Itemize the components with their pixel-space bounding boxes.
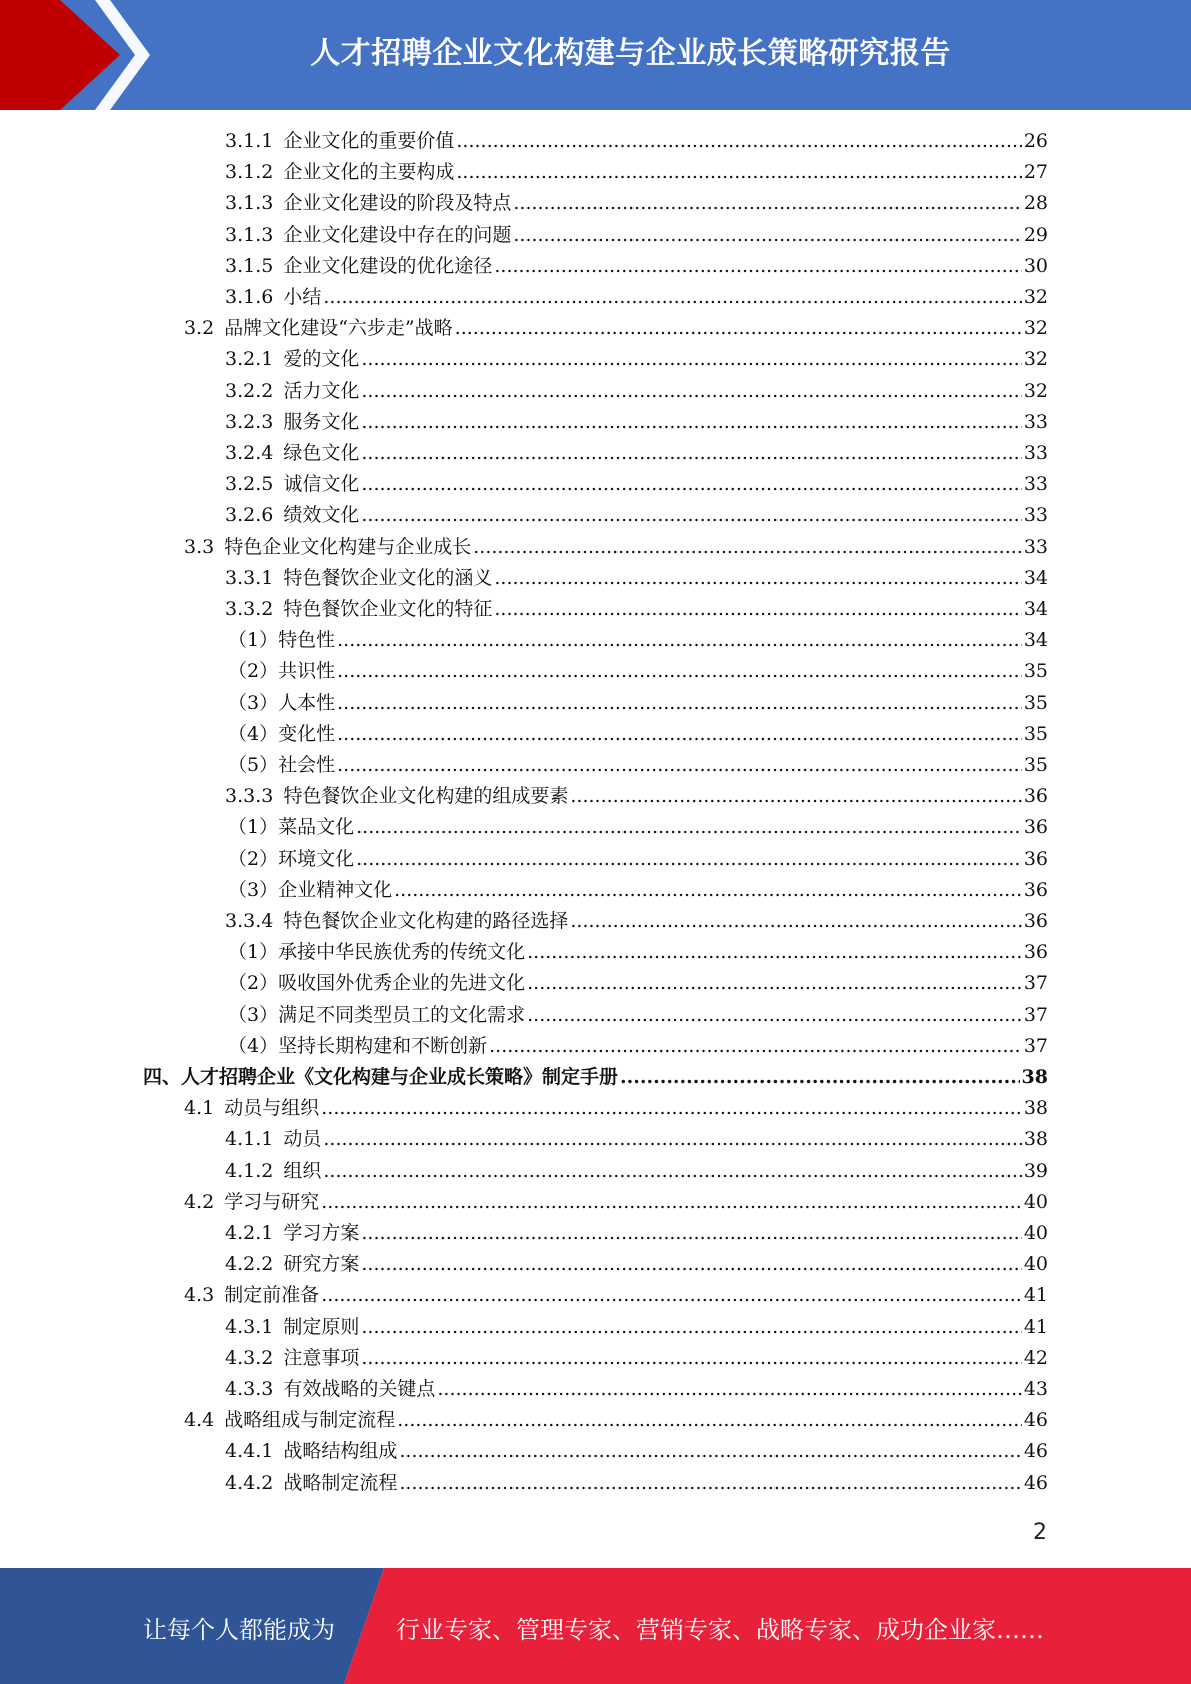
- toc-dot-leader: [321, 1280, 1022, 1311]
- toc-entry-number: （3）: [228, 878, 279, 901]
- toc-entry-number: 3.2: [184, 317, 215, 340]
- toc-entry-number: 4.3.1: [225, 1315, 274, 1338]
- toc-entry[interactable]: [225, 1468, 1048, 1499]
- toc-dot-leader: [437, 1374, 1021, 1405]
- toc-entry[interactable]: [225, 376, 1048, 407]
- toc-entry-page: 36: [1023, 941, 1048, 964]
- toc-entry-number: （2）: [228, 972, 279, 995]
- toc-entry-number: （3）: [228, 1003, 279, 1026]
- toc-dot-leader: [361, 376, 1021, 407]
- toc-entry[interactable]: [225, 500, 1048, 531]
- toc-entry-number: 3.2.4: [225, 442, 274, 464]
- toc-entry[interactable]: [225, 1374, 1048, 1405]
- toc-entry-title: 变化性: [278, 722, 336, 745]
- toc-entry-number: （2）: [228, 847, 279, 870]
- toc-entry-title: 动员与组织: [224, 1097, 320, 1120]
- toc-dot-leader: [394, 875, 1022, 906]
- toc-entry-number: 3.1.2: [225, 161, 274, 184]
- toc-entry-page: 36: [1023, 785, 1048, 808]
- toc-entry-title: 企业文化建设的阶段及特点: [283, 192, 512, 215]
- toc-entry-page: 32: [1023, 348, 1048, 371]
- toc-entry-page: 35: [1023, 660, 1048, 683]
- toc-entry[interactable]: [184, 1405, 1048, 1436]
- toc-entry-number: 3.2.5: [225, 473, 274, 496]
- toc-entry-page: 35: [1023, 754, 1048, 776]
- toc-entry[interactable]: [225, 1312, 1048, 1343]
- toc-dot-leader: [337, 750, 1022, 781]
- toc-dot-leader: [323, 282, 1021, 313]
- toc-dot-leader: [397, 1405, 1022, 1436]
- toc-entry[interactable]: [225, 1436, 1048, 1467]
- toc-entry-page: 33: [1023, 535, 1048, 558]
- toc-dot-leader: [361, 500, 1021, 531]
- toc-entry-page: 35: [1023, 691, 1048, 714]
- document-title: 人才招聘企业文化构建与企业成长策略研究报告: [310, 36, 951, 71]
- toc-entry-number: （4）: [228, 1034, 279, 1057]
- toc-dot-leader: [489, 1031, 1022, 1062]
- page-number: 2: [1033, 1520, 1047, 1545]
- toc-entry-number: 4.4.1: [225, 1440, 274, 1463]
- toc-entry[interactable]: [228, 937, 1048, 968]
- toc-dot-leader: [361, 407, 1021, 438]
- toc-entry-page: 42: [1023, 1346, 1048, 1369]
- toc-entry-number: 4.4: [184, 1409, 215, 1432]
- toc-entry-page: 28: [1023, 192, 1048, 215]
- toc-entry-title: 绩效文化: [283, 504, 360, 527]
- toc-entry-number: 4.2.2: [225, 1253, 274, 1276]
- toc-entry-number: 3.1.3: [225, 192, 274, 215]
- toc-entry-title: 动员: [283, 1128, 322, 1151]
- toc-entry-title: 人本性: [278, 691, 336, 714]
- toc-dot-leader: [455, 313, 1022, 344]
- toc-entry-page: 41: [1023, 1284, 1048, 1307]
- toc-entry-title: 制定原则: [283, 1315, 360, 1338]
- toc-entry[interactable]: [228, 656, 1048, 687]
- toc-entry-title: 菜品文化: [278, 816, 355, 839]
- toc-entry-title: 企业文化的主要构成: [283, 161, 455, 184]
- toc-entry[interactable]: [225, 1218, 1048, 1249]
- toc-entry-title: 研究方案: [283, 1253, 360, 1276]
- toc-dot-leader: [321, 1093, 1022, 1124]
- toc-entry-page: 36: [1023, 816, 1048, 839]
- toc-entry-title: 活力文化: [283, 379, 360, 402]
- toc-entry-number: 4.1: [184, 1097, 215, 1120]
- toc-entry-page: 37: [1023, 1003, 1048, 1026]
- toc-dot-leader: [361, 1343, 1021, 1374]
- toc-entry-title: 战略制定流程: [283, 1471, 398, 1494]
- toc-entry-page: 46: [1023, 1471, 1048, 1494]
- page-header: [0, 0, 1191, 110]
- toc-entry[interactable]: [225, 188, 1048, 219]
- page-footer: [0, 1568, 1191, 1684]
- toc-entry-title: 特色餐饮企业文化的特征: [283, 598, 493, 620]
- toc-entry[interactable]: [225, 407, 1048, 438]
- toc-dot-leader: [620, 1062, 1020, 1093]
- toc-entry[interactable]: [228, 812, 1048, 843]
- toc-entry-title: 坚持长期构建和不断创新: [278, 1034, 488, 1057]
- toc-entry-page: 34: [1023, 629, 1048, 652]
- toc-entry-page: 27: [1023, 161, 1048, 184]
- toc-entry-page: 39: [1023, 1159, 1048, 1182]
- toc-entry-title: 服务文化: [283, 410, 360, 433]
- toc-entry[interactable]: [143, 1062, 1048, 1093]
- toc-entry-number: 4.3: [184, 1284, 215, 1307]
- toc-entry-page: 36: [1023, 910, 1048, 932]
- toc-entry-number: 3.3.4: [225, 910, 274, 932]
- toc-entry[interactable]: [225, 1343, 1048, 1374]
- toc-entry-title: 特色餐饮企业文化的涵义: [283, 566, 493, 589]
- toc-entry-title: 小结: [283, 286, 322, 308]
- toc-entry[interactable]: [225, 282, 1048, 313]
- toc-dot-leader: [361, 1312, 1021, 1343]
- toc-entry-number: 3.1.6: [225, 286, 274, 308]
- toc-entry-title: 四、人才招聘企业《文化构建与企业成长策略》制定手册: [143, 1066, 619, 1088]
- toc-entry-number: 3.1.1: [225, 130, 274, 152]
- toc-dot-leader: [570, 781, 1021, 812]
- toc-entry[interactable]: [228, 750, 1048, 781]
- toc-entry-page: 46: [1023, 1440, 1048, 1463]
- toc-entry-number: （1）: [228, 941, 279, 964]
- toc-entry-page: 38: [1021, 1066, 1048, 1088]
- toc-dot-leader: [456, 126, 1021, 157]
- toc-dot-leader: [323, 1124, 1021, 1155]
- toc-dot-leader: [337, 719, 1022, 750]
- toc-dot-leader: [361, 1218, 1021, 1249]
- toc-entry-page: 40: [1023, 1190, 1048, 1213]
- toc-dot-leader: [570, 906, 1021, 937]
- toc-entry-number: （4）: [228, 722, 279, 745]
- toc-dot-leader: [494, 251, 1021, 282]
- toc-entry-page: 43: [1023, 1378, 1048, 1400]
- toc-entry-page: 32: [1023, 317, 1048, 340]
- toc-entry-page: 29: [1023, 223, 1048, 246]
- toc-entry-page: 36: [1023, 847, 1048, 870]
- toc-entry[interactable]: [225, 126, 1048, 157]
- toc-entry-page: 35: [1023, 722, 1048, 745]
- toc-entry[interactable]: [228, 719, 1048, 750]
- toc-entry[interactable]: [228, 875, 1048, 906]
- toc-dot-leader: [494, 594, 1021, 625]
- toc-entry-number: 4.2.1: [225, 1222, 274, 1244]
- toc-entry-title: 注意事项: [283, 1346, 360, 1369]
- toc-entry-number: 3.2.1: [225, 348, 274, 371]
- toc-dot-leader: [321, 1187, 1022, 1218]
- toc-entry[interactable]: [225, 1156, 1048, 1187]
- toc-entry-page: 33: [1023, 504, 1048, 527]
- toc-entry-number: 3.3.3: [225, 785, 274, 808]
- toc-entry-title: 制定前准备: [224, 1284, 320, 1307]
- toc-entry-number: 3.1.3: [225, 223, 274, 246]
- toc-entry-number: 3.3.2: [225, 598, 274, 620]
- toc-entry-title: 有效战略的关键点: [283, 1378, 436, 1400]
- toc-entry[interactable]: [225, 594, 1048, 625]
- toc-entry[interactable]: [184, 313, 1048, 344]
- toc-entry-page: 30: [1023, 254, 1048, 277]
- toc-entry-title: 企业精神文化: [278, 878, 393, 901]
- toc-entry[interactable]: [225, 251, 1048, 282]
- toc-entry[interactable]: [184, 1187, 1048, 1218]
- toc-dot-leader: [513, 188, 1021, 219]
- toc-dot-leader: [337, 656, 1022, 687]
- toc-entry-number: （2）: [228, 660, 279, 683]
- toc-entry-page: 32: [1023, 379, 1048, 402]
- toc-entry-title: 企业文化建设中存在的问题: [283, 223, 512, 246]
- toc-entry-number: 4.3.3: [225, 1378, 274, 1400]
- toc-entry[interactable]: [228, 844, 1048, 875]
- toc-entry-number: 3.2.2: [225, 379, 274, 402]
- toc-entry-number: 3.2.6: [225, 504, 274, 527]
- toc-entry-title: 承接中华民族优秀的传统文化: [278, 941, 526, 964]
- toc-entry-title: 战略组成与制定流程: [224, 1409, 396, 1432]
- toc-entry-page: 40: [1023, 1253, 1048, 1276]
- toc-dot-leader: [361, 1249, 1021, 1280]
- toc-dot-leader: [361, 438, 1021, 469]
- toc-entry-number: 4.1.1: [225, 1128, 274, 1151]
- toc-entry[interactable]: [225, 1249, 1048, 1280]
- toc-entry-title: 环境文化: [278, 847, 355, 870]
- toc-entry-number: （1）: [228, 816, 279, 839]
- toc-entry[interactable]: [228, 625, 1048, 656]
- toc-entry-number: 4.4.2: [225, 1471, 274, 1494]
- toc-entry-number: （1）: [228, 629, 279, 652]
- toc-entry-number: 4.2: [184, 1190, 215, 1213]
- toc-entry-title: 特色餐饮企业文化构建的路径选择: [283, 910, 569, 932]
- toc-entry-title: 共识性: [278, 660, 336, 683]
- toc-entry-number: 3.1.5: [225, 254, 274, 277]
- toc-entry-title: 企业文化建设的优化途径: [283, 254, 493, 277]
- toc-entry-page: 26: [1023, 130, 1048, 152]
- toc-entry-page: 38: [1023, 1128, 1048, 1151]
- toc-entry-title: 满足不同类型员工的文化需求: [278, 1003, 526, 1026]
- toc-entry-title: 战略结构组成: [283, 1440, 398, 1463]
- toc-entry-page: 41: [1023, 1315, 1048, 1338]
- toc-entry-number: 4.3.2: [225, 1346, 274, 1369]
- toc-dot-leader: [527, 968, 1022, 999]
- toc-entry-page: 37: [1023, 1034, 1048, 1057]
- toc-entry[interactable]: [225, 906, 1048, 937]
- toc-entry-title: 绿色文化: [283, 442, 360, 464]
- toc-entry-page: 34: [1023, 598, 1048, 620]
- toc-entry[interactable]: [225, 438, 1048, 469]
- toc-entry-page: 33: [1023, 410, 1048, 433]
- toc-dot-leader: [527, 937, 1022, 968]
- toc-dot-leader: [513, 220, 1021, 251]
- toc-entry-number: 3.3.1: [225, 566, 274, 589]
- toc-entry-page: 36: [1023, 878, 1048, 901]
- toc-entry[interactable]: [184, 1280, 1048, 1311]
- toc-entry-title: 企业文化的重要价值: [283, 130, 455, 152]
- toc-entry-title: 社会性: [278, 754, 336, 776]
- toc-entry-title: 特色企业文化构建与企业成长: [224, 535, 472, 558]
- toc-entry-page: 32: [1023, 286, 1048, 308]
- toc-entry-title: 诚信文化: [283, 473, 360, 496]
- toc-dot-leader: [399, 1468, 1021, 1499]
- toc-entry[interactable]: [225, 344, 1048, 375]
- toc-entry-page: 40: [1023, 1222, 1048, 1244]
- toc-dot-leader: [337, 688, 1022, 719]
- toc-entry[interactable]: [228, 688, 1048, 719]
- toc-entry-title: 品牌文化建设“六步走”战略: [224, 317, 453, 340]
- toc-dot-leader: [494, 563, 1021, 594]
- toc-entry[interactable]: [228, 1000, 1048, 1031]
- toc-entry[interactable]: [225, 781, 1048, 812]
- toc-entry-number: 3.3: [184, 535, 215, 558]
- toc-entry-title: 学习方案: [283, 1222, 360, 1244]
- toc-entry[interactable]: [225, 220, 1048, 251]
- toc-entry-page: 33: [1023, 473, 1048, 496]
- toc-dot-leader: [473, 532, 1022, 563]
- toc-dot-leader: [399, 1436, 1021, 1467]
- toc-entry-number: 3.2.3: [225, 410, 274, 433]
- toc-dot-leader: [527, 1000, 1022, 1031]
- toc-dot-leader: [356, 812, 1022, 843]
- footer-slogan-left: 让每个人都能成为: [143, 1616, 335, 1644]
- toc-entry-page: 37: [1023, 972, 1048, 995]
- toc-entry[interactable]: [184, 532, 1048, 563]
- toc-entry[interactable]: [228, 1031, 1048, 1062]
- toc-entry-page: 46: [1023, 1409, 1048, 1432]
- toc-entry-page: 34: [1023, 566, 1048, 589]
- toc-entry-title: 学习与研究: [224, 1190, 320, 1213]
- toc-entry-number: （5）: [228, 754, 279, 776]
- toc-dot-leader: [361, 469, 1021, 500]
- toc-entry-number: 4.1.2: [225, 1159, 274, 1182]
- toc-dot-leader: [356, 844, 1022, 875]
- toc-entry[interactable]: [225, 1124, 1048, 1155]
- toc-entry-title: 吸收国外优秀企业的先进文化: [278, 972, 526, 995]
- toc-entry[interactable]: [225, 157, 1048, 188]
- toc-entry-title: 特色餐饮企业文化构建的组成要素: [283, 785, 569, 808]
- toc-entry-page: 33: [1023, 442, 1048, 464]
- toc-entry-number: （3）: [228, 691, 279, 714]
- footer-slogan-right: 行业专家、管理专家、营销专家、战略专家、成功企业家……: [396, 1616, 1044, 1644]
- toc-entry-page: 38: [1023, 1097, 1048, 1120]
- toc-entry[interactable]: [184, 1093, 1048, 1124]
- toc-dot-leader: [323, 1156, 1021, 1187]
- toc-entry[interactable]: [225, 469, 1048, 500]
- toc-dot-leader: [361, 344, 1021, 375]
- toc-dot-leader: [456, 157, 1021, 188]
- toc-entry-title: 特色性: [278, 629, 336, 652]
- toc-entry[interactable]: [228, 968, 1048, 999]
- toc-entry-title: 爱的文化: [283, 348, 360, 371]
- toc-entry-title: 组织: [283, 1159, 322, 1182]
- toc-entry[interactable]: [225, 563, 1048, 594]
- toc-dot-leader: [337, 625, 1022, 656]
